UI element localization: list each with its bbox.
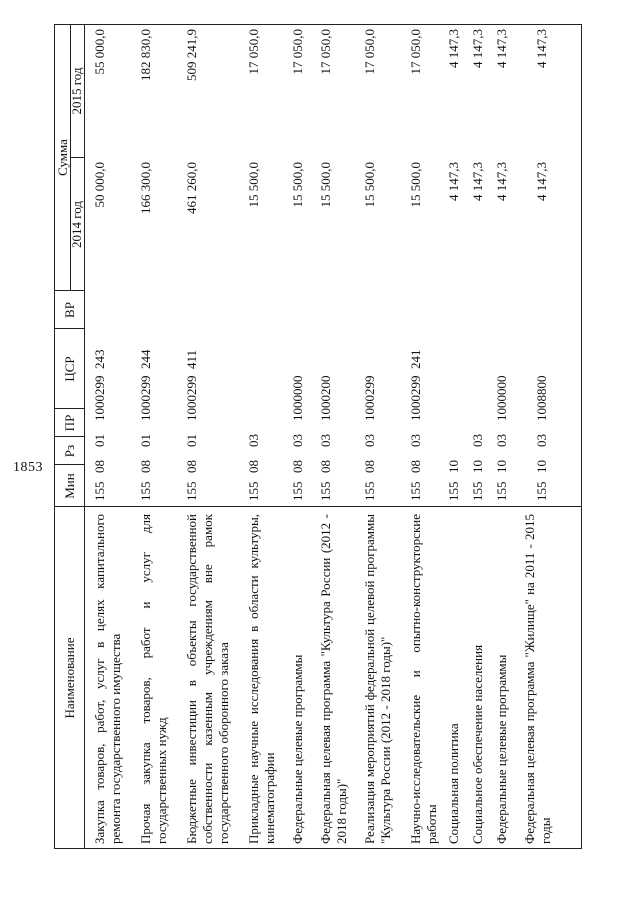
row-min: 155	[246, 481, 261, 501]
row-2015: 4 147,3	[470, 29, 485, 68]
row-2015: 509 241,9	[184, 29, 199, 81]
page-number: 1853	[13, 460, 43, 475]
row-2015: 4 147,3	[446, 29, 461, 68]
row-2014: 15 500,0	[290, 162, 305, 208]
row-2015: 4 147,3	[494, 29, 509, 68]
row-csr: 1008800	[534, 375, 549, 421]
header-2014: 2014 год	[69, 201, 84, 248]
col-sep-name	[54, 506, 582, 507]
row-pr: 03	[534, 434, 549, 447]
row-min: 155	[92, 481, 107, 501]
row-pr: 03	[408, 434, 423, 447]
row-rz: 08	[408, 460, 423, 473]
row-2014: 15 500,0	[246, 162, 261, 208]
row-pr: 03	[494, 434, 509, 447]
row-rz: 10	[470, 460, 485, 473]
row-min: 155	[494, 481, 509, 501]
row-2015: 182 830,0	[138, 29, 153, 81]
row-min: 155	[318, 481, 333, 501]
row-2015: 4 147,3	[534, 29, 549, 68]
row-pr: 03	[246, 434, 261, 447]
row-2015: 17 050,0	[318, 29, 333, 75]
row-pr: 01	[92, 434, 107, 447]
header-min: Мин	[62, 473, 77, 499]
row-csr: 1000299	[362, 375, 377, 421]
row-2014: 15 500,0	[408, 162, 423, 208]
row-csr: 1000299	[184, 375, 199, 421]
row-2014: 4 147,3	[446, 162, 461, 201]
row-min: 155	[408, 481, 423, 501]
row-2014: 4 147,3	[534, 162, 549, 201]
row-name: Реализация мероприятий федеральной целевой программы "Культура России (2012 - 2018 годы)"	[362, 514, 393, 844]
row-name: Социальное обеспечение населения	[470, 644, 485, 844]
row-vr: 411	[184, 349, 199, 369]
header-csr: ЦСР	[62, 356, 77, 382]
row-rz: 10	[494, 460, 509, 473]
row-vr: 244	[138, 349, 153, 369]
row-min: 155	[362, 481, 377, 501]
row-min: 155	[534, 481, 549, 501]
row-csr: 1000000	[494, 375, 509, 421]
row-rz: 08	[318, 460, 333, 473]
row-csr: 1000200	[318, 375, 333, 421]
header-pr: ПР	[62, 414, 77, 432]
row-pr: 01	[184, 434, 199, 447]
row-pr: 03	[318, 434, 333, 447]
header-sum: Сумма	[55, 139, 70, 176]
header-rz: Рз	[62, 444, 77, 458]
row-vr: 241	[408, 349, 423, 369]
row-csr: 1000299	[138, 375, 153, 421]
row-2014: 4 147,3	[494, 162, 509, 201]
header-name: Наименование	[62, 637, 77, 719]
row-2015: 17 050,0	[362, 29, 377, 75]
row-rz: 08	[138, 460, 153, 473]
row-name: Научно-исследовательские и опытно-конструкторские работы	[408, 514, 439, 844]
row-2015: 17 050,0	[408, 29, 423, 75]
row-2015: 17 050,0	[246, 29, 261, 75]
row-min: 155	[184, 481, 199, 501]
row-pr: 03	[362, 434, 377, 447]
row-name: Федеральная целевая программа "Культура России (2012 - 2018 годы)"	[318, 514, 349, 844]
row-vr: 243	[92, 349, 107, 369]
row-2014: 4 147,3	[470, 162, 485, 201]
row-name: Федеральная целевая программа "Жилище" на 2011 - 2015 годы	[522, 514, 553, 844]
row-2014: 461 260,0	[184, 162, 199, 214]
row-name: Социальная политика	[446, 723, 461, 844]
row-name: Прикладные научные исследования в области культуры, кинематографии	[246, 514, 277, 844]
row-csr: 1000299	[408, 375, 423, 421]
row-min: 155	[138, 481, 153, 501]
row-rz: 10	[446, 460, 461, 473]
row-min: 155	[446, 481, 461, 501]
row-name: Прочая закупка товаров, работ и услуг для государственных нужд	[138, 514, 169, 844]
row-name: Закупка товаров, работ, услуг в целях капитального ремонта государственного имущества	[92, 514, 123, 844]
header-2015: 2015 год	[69, 67, 84, 115]
row-2014: 15 500,0	[318, 162, 333, 208]
row-2014: 15 500,0	[362, 162, 377, 208]
row-min: 155	[470, 481, 485, 501]
row-rz: 08	[92, 460, 107, 473]
row-csr: 1000000	[290, 375, 305, 421]
row-rz: 08	[184, 460, 199, 473]
header-vr: ВР	[62, 302, 77, 318]
row-rz: 08	[290, 460, 305, 473]
row-csr: 1000299	[92, 375, 107, 421]
row-2014: 166 300,0	[138, 162, 153, 214]
row-pr: 03	[290, 434, 305, 447]
row-rz: 08	[362, 460, 377, 473]
row-2015: 17 050,0	[290, 29, 305, 75]
row-rz: 08	[246, 460, 261, 473]
row-name: Бюджетные инвестиции в объекты государственной собственности казенным учреждениям вне рамок государственного оборонного заказа	[184, 514, 231, 844]
row-name: Федеральные целевые программы	[494, 654, 509, 844]
row-pr: 01	[138, 434, 153, 447]
row-2015: 55 000,0	[92, 29, 107, 75]
row-pr: 03	[470, 434, 485, 447]
row-rz: 10	[534, 460, 549, 473]
row-min: 155	[290, 481, 305, 501]
row-name: Федеральные целевые программы	[290, 654, 305, 844]
row-2014: 50 000,0	[92, 162, 107, 208]
